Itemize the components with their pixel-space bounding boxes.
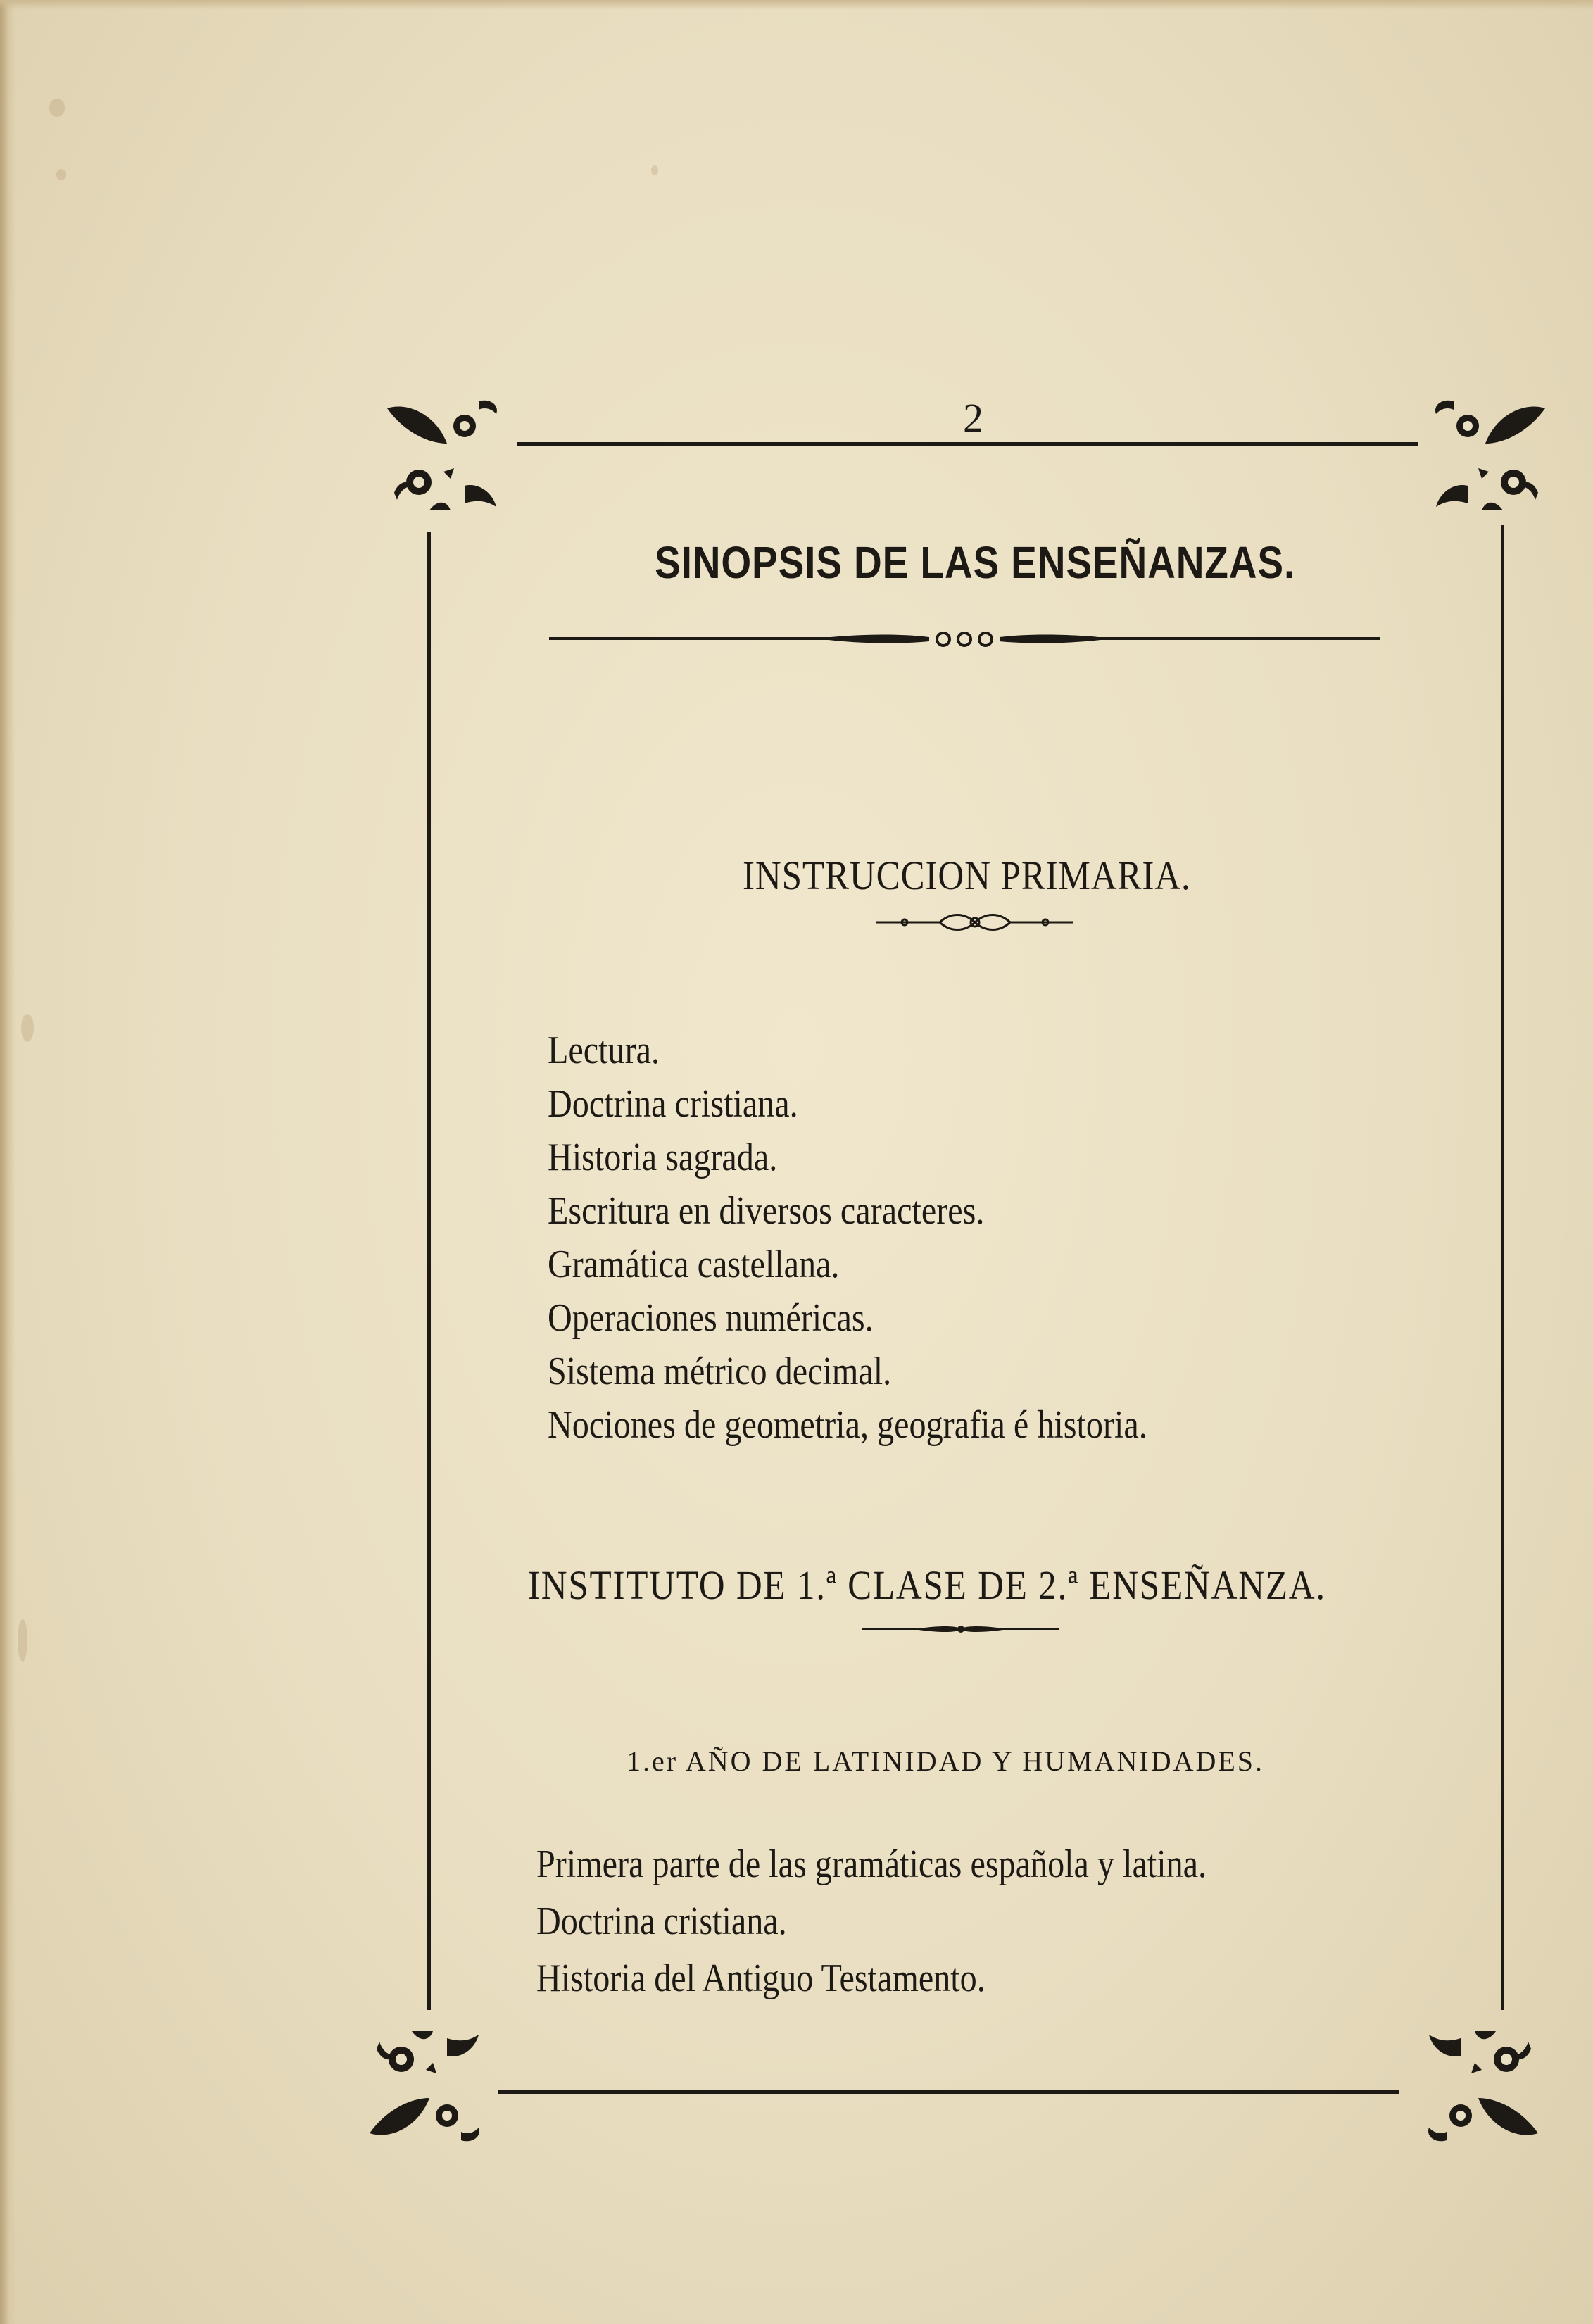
list-item: Operaciones numéricas.: [548, 1296, 874, 1340]
paper-stain: [18, 1619, 27, 1662]
list-item: Nociones de geometria, geografia é historia.: [548, 1403, 1147, 1447]
paper-stain: [56, 169, 66, 180]
page-top-edge: [0, 0, 1593, 10]
page-number: 2: [963, 395, 983, 441]
section-heading-instituto: INSTITUTO DE 1.ª CLASE DE 2.ª ENSEÑANZA.: [528, 1562, 1326, 1608]
frame-left-rule: [427, 532, 431, 2010]
scroll-divider-icon: [876, 910, 1073, 935]
list-item: Lectura.: [548, 1029, 660, 1072]
paper-stain: [21, 1014, 34, 1042]
paper-stain: [49, 99, 65, 117]
list-item: Doctrina cristiana.: [536, 1899, 787, 1943]
page-title: SINOPSIS DE LAS ENSEÑANZAS.: [655, 537, 1296, 588]
list-item: Escritura en diversos caracteres.: [548, 1189, 985, 1233]
floral-corner-icon: [380, 394, 514, 528]
scroll-divider-icon: [862, 1621, 1059, 1638]
section-subheading: 1.er AÑO DE LATINIDAD Y HUMANIDADES.: [627, 1745, 1265, 1777]
page-left-edge: [0, 0, 15, 2324]
list-item: Historia del Antiguo Testamento.: [536, 1956, 986, 2000]
paper-stain: [651, 165, 658, 175]
section-heading-primaria: INSTRUCCION PRIMARIA.: [743, 853, 1191, 898]
frame-right-rule: [1501, 525, 1504, 2010]
floral-corner-icon: [1418, 394, 1552, 528]
list-item: Doctrina cristiana.: [548, 1082, 798, 1126]
frame-top-rule: [517, 442, 1418, 446]
frame-bottom-rule: [498, 2090, 1399, 2094]
scroll-divider-icon: [549, 625, 1380, 653]
list-item: Historia sagrada.: [548, 1136, 778, 1179]
floral-corner-icon: [363, 2014, 496, 2147]
floral-corner-icon: [1411, 2014, 1545, 2147]
list-item: Sistema métrico decimal.: [548, 1350, 892, 1393]
list-item: Gramática castellana.: [548, 1243, 840, 1286]
list-item: Primera parte de las gramáticas española y latina.: [536, 1842, 1207, 1886]
